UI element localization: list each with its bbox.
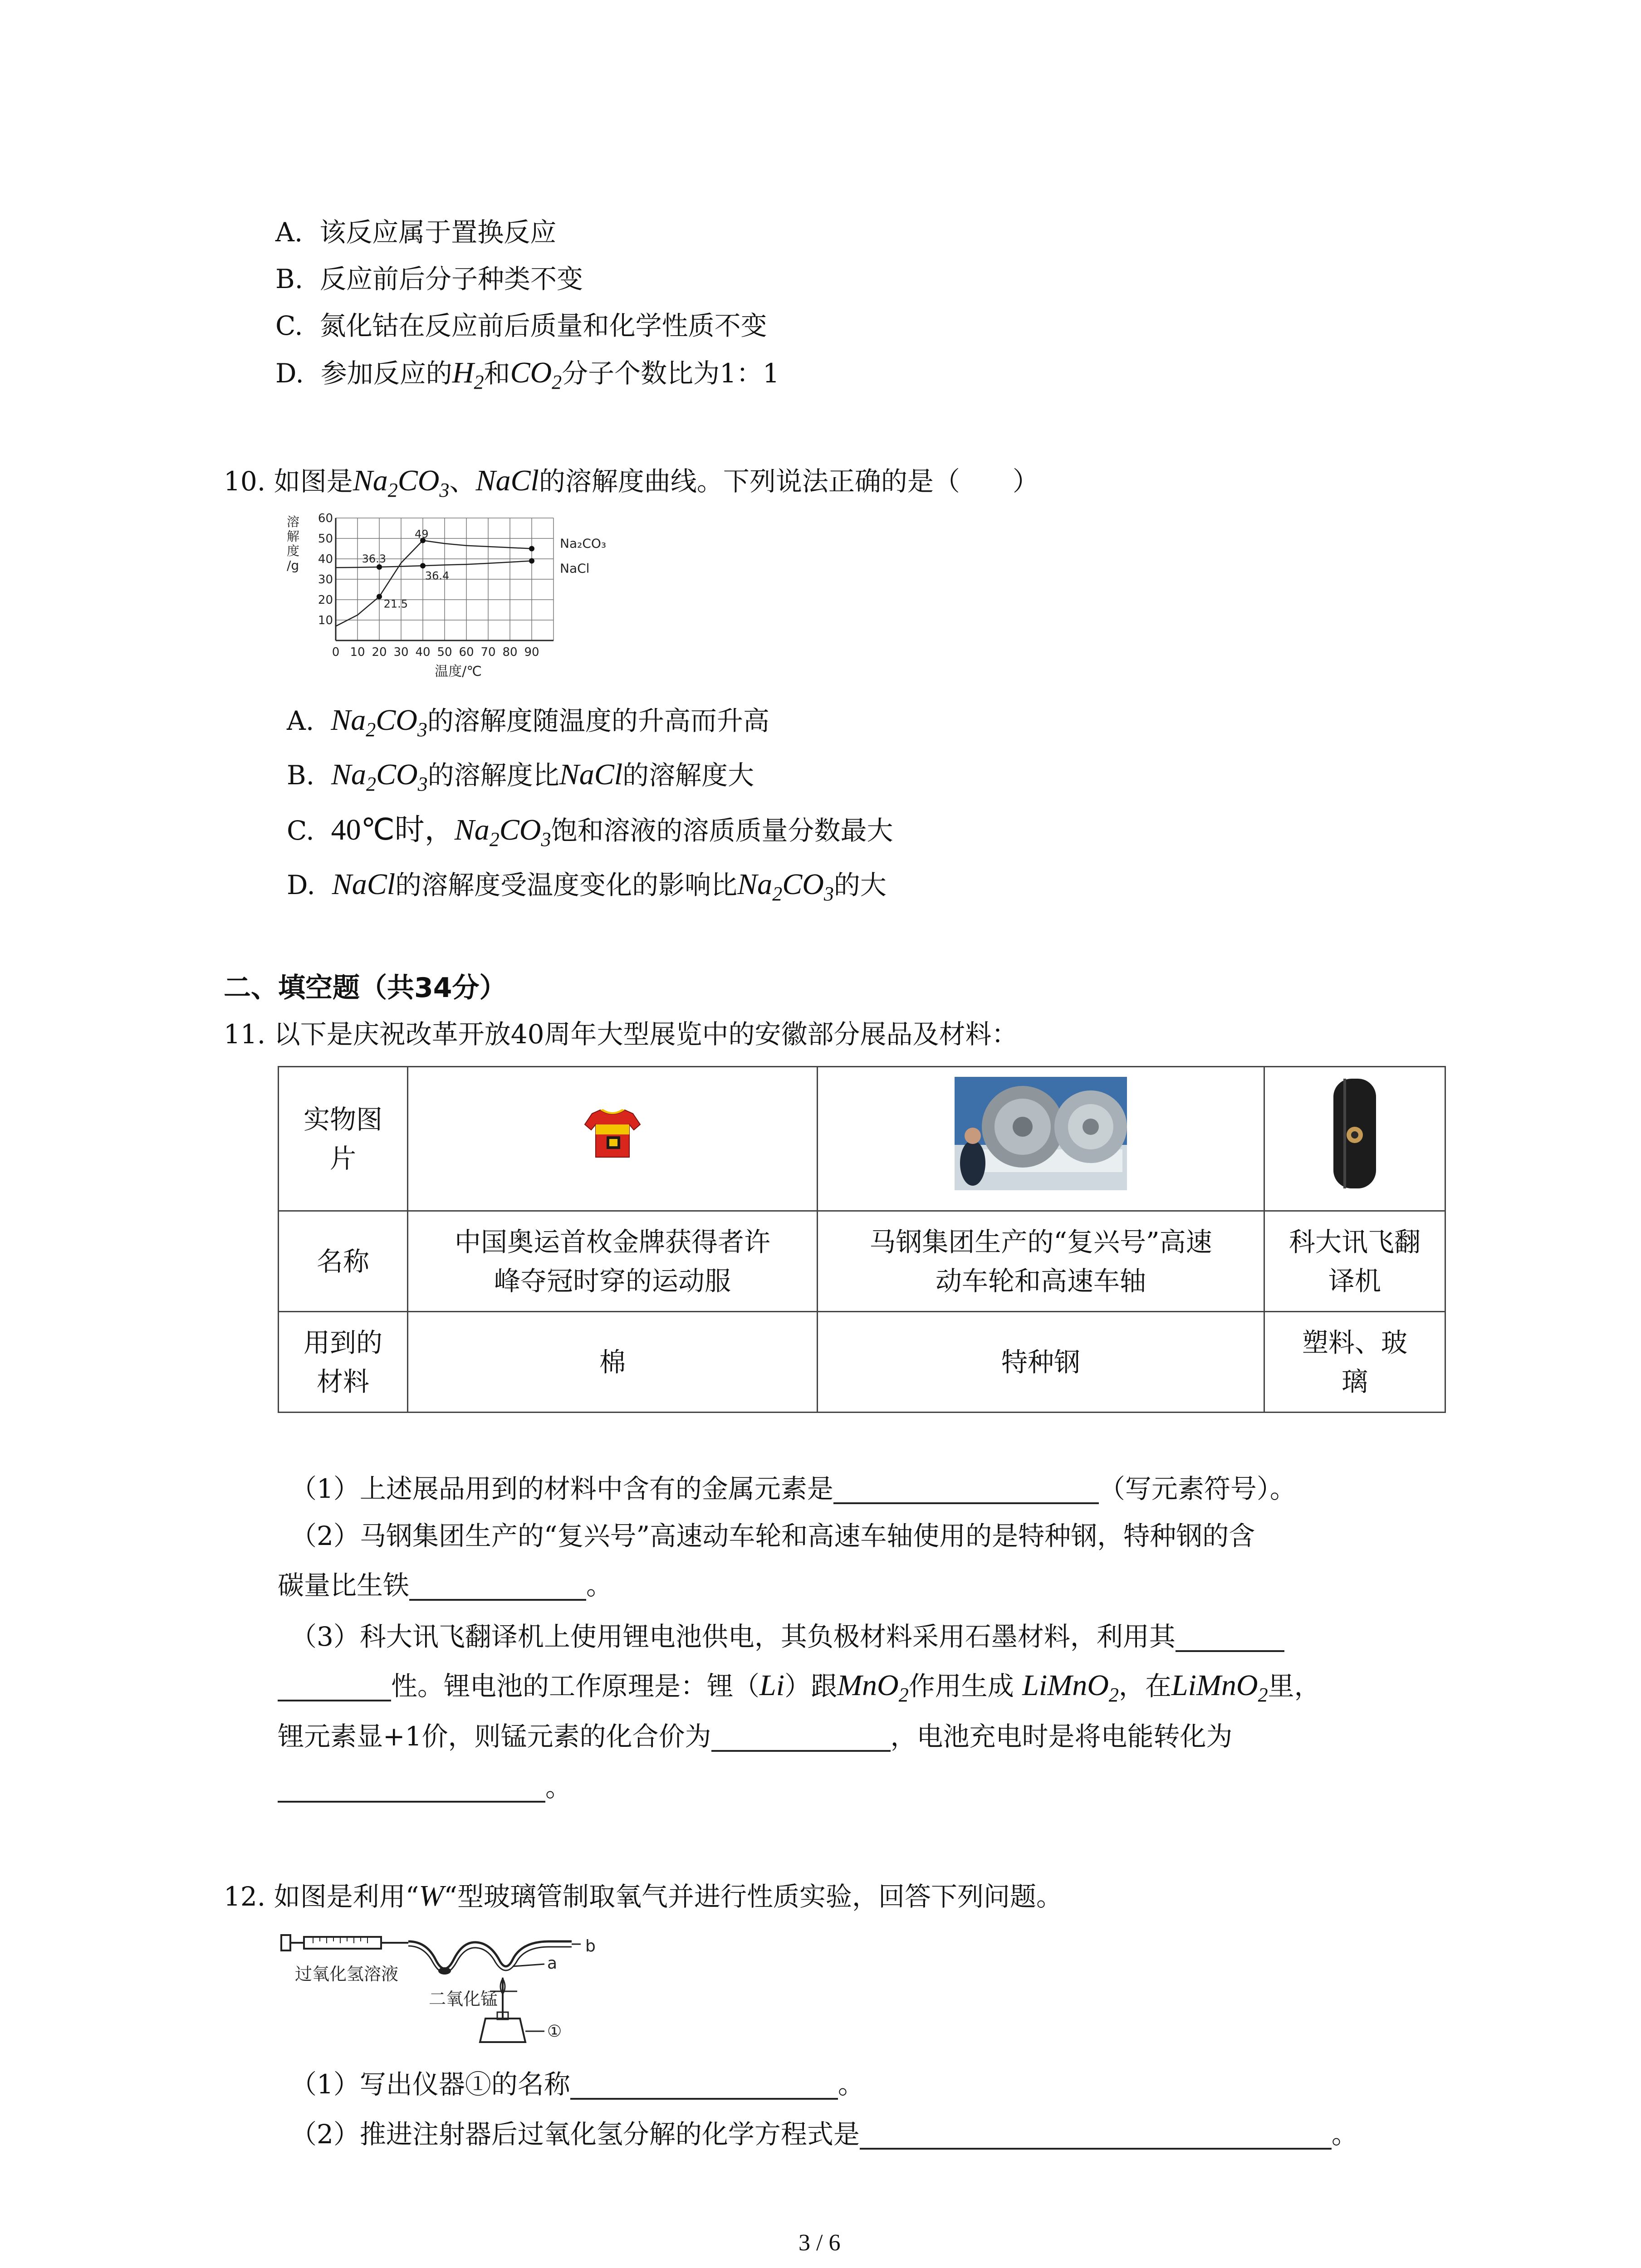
q9-option-c	[275, 308, 767, 344]
question-number: 12.	[224, 1881, 266, 1912]
option-text: 反应前后分子种类不变	[319, 264, 583, 294]
q12-part1: （1）写出仪器①的名称 。	[290, 2069, 864, 2100]
formula-limno2: LiMnO$_2$	[1171, 1669, 1268, 1706]
q10-option-c: C. 40℃时，$Na_2CO_3$饱和溶液的溶质质量分数最大	[287, 813, 893, 850]
w-tube-apparatus-figure	[277, 1923, 622, 2059]
formula-na2co3: $Na_2CO_3$	[353, 464, 450, 501]
stem-text: 以下是庆祝改革开放40周年大型展览中的安徽部分展品及材料：	[274, 1019, 1018, 1050]
row-header: 名称	[279, 1211, 408, 1312]
table-cell: 特种钢	[818, 1312, 1264, 1413]
q11-part3-line4: 。	[278, 1769, 572, 1805]
answer-blank[interactable]	[278, 1672, 391, 1701]
answer-blank[interactable]	[409, 1571, 586, 1601]
option-text-mid: 和	[484, 358, 510, 389]
label-instrument-1: ①	[547, 2022, 562, 2041]
stem-text: 如图是	[274, 466, 353, 497]
data-label: 36.4	[425, 569, 450, 582]
y-tick-label: 50	[318, 532, 333, 546]
option-text: 氮化钴在反应前后质量和化学性质不变	[319, 310, 767, 341]
q9-option-b	[275, 261, 583, 297]
legend-label: Na₂CO₃	[560, 536, 607, 551]
data-label: 36.3	[362, 552, 387, 565]
formula-na2co3: $Na_2CO_3$	[454, 813, 551, 850]
series-end-point	[529, 546, 534, 552]
row-header: 实物图 片	[279, 1067, 408, 1211]
wheel-axle-image	[818, 1067, 1264, 1211]
y-axis-label: 溶	[287, 514, 300, 529]
q9-option-d	[275, 355, 779, 391]
q11-part2-line2: 碳量比生铁 。	[278, 1570, 613, 1601]
x-tick-label: 80	[502, 645, 518, 659]
option-text: 的大	[833, 870, 887, 900]
formula-li: Li	[759, 1669, 785, 1702]
y-tick-label: 20	[318, 593, 333, 607]
formula-nacl: NaCl	[559, 758, 623, 791]
q12-stem: 12. 如图是利用“W“型玻璃管制取氧气并进行性质实验，回答下列问题。	[224, 1879, 1063, 1912]
q11-stem	[224, 1016, 1018, 1052]
option-letter: C.	[275, 310, 303, 341]
q11-part3-line2: 性。锂电池的工作原理是：锂（Li）跟MnO$_2$作用生成 LiMnO$_2$，在LiMnO$_2$里，	[278, 1667, 1321, 1704]
exhibit-table	[278, 1066, 1446, 1413]
table-row	[279, 1067, 1445, 1211]
label-hydrogen-peroxide: 过氧化氢溶液	[295, 1964, 399, 1984]
jersey-icon	[583, 1106, 642, 1161]
formula-na2co3: $Na_2CO_3$	[737, 868, 834, 905]
x-tick-label: 70	[480, 645, 496, 659]
formula-na2co3: $Na_2CO_3$	[331, 704, 427, 741]
option-text: 的溶解度大	[622, 760, 754, 791]
formula-nacl: NaCl	[332, 868, 396, 901]
y-axis-label: 度	[287, 543, 300, 558]
option-letter: D.	[275, 358, 304, 389]
option-letter: B.	[275, 264, 304, 294]
y-axis-label: 解	[287, 529, 300, 544]
q11-part3-line1: （3）科大讯飞翻译机上使用锂电池供电，其负极材料采用石墨材料，利用其	[290, 1618, 1284, 1655]
option-text-pre: 参加反应的	[320, 358, 452, 389]
page-number: 3 / 6	[798, 2230, 841, 2256]
q9-option-a	[275, 214, 556, 250]
answer-blank[interactable]	[833, 1474, 1099, 1504]
q11-part3-line3: 锂元素显+1价，则锰元素的化合价为 ，电池充电时是将电能转化为	[278, 1721, 1233, 1752]
formula-co2: $CO_2$	[510, 356, 562, 393]
answer-blank[interactable]	[1176, 1622, 1284, 1652]
q10-stem: 10. 如图是$Na_2CO_3$、NaCl的溶解度曲线。下列说法正确的是（ ）	[224, 464, 1039, 501]
option-text: 的溶解度随温度的升高而升高	[427, 705, 769, 736]
y-tick-label: 60	[318, 513, 333, 525]
section-title: 二、填空题（共34分）	[224, 972, 507, 1004]
q11-part2-line1: （2）马钢集团生产的“复兴号”高速动车轮和高速车轴使用的是特种钢，特种钢的含	[290, 1520, 1255, 1551]
x-tick-label: 40	[415, 645, 431, 659]
q11-part1: （1）上述展品用到的材料中含有的金属元素是 （写元素符号）。	[290, 1473, 1296, 1504]
table-cell: 马钢集团生产的“复兴号”高速 动车轮和高速车轴	[818, 1211, 1264, 1312]
y-axis-label: /g	[287, 558, 299, 573]
formula-h2: $H_2$	[452, 356, 484, 393]
table-cell: 科大讯飞翻 译机	[1264, 1211, 1445, 1312]
formula-na2co3: $Na_2CO_3$	[331, 758, 428, 795]
x-tick-label: 30	[393, 645, 409, 659]
legend-label: NaCl	[560, 561, 590, 576]
option-letter: A.	[275, 217, 303, 248]
stem-text: 的溶解度曲线。下列说法正确的是（ ）	[539, 466, 1039, 497]
q10-option-a: A. $Na_2CO_3$的溶解度随温度的升高而升高	[287, 704, 769, 741]
label-a: a	[547, 1954, 558, 1973]
q10-option-d: D. NaCl的溶解度受温度变化的影响比$Na_2CO_3$的大	[287, 868, 887, 905]
table-cell: 塑料、玻 璃	[1264, 1312, 1445, 1413]
train-wheel-icon	[955, 1077, 1127, 1190]
option-text: 饱和溶液的溶质质量分数最大	[551, 815, 893, 846]
label-b: b	[585, 1937, 596, 1955]
option-text: 的溶解度受温度变化的影响比	[395, 870, 738, 900]
x-tick-label: 0	[332, 645, 340, 659]
x-tick-label: 50	[437, 645, 452, 659]
row-header: 用到的 材料	[279, 1312, 408, 1413]
jersey-image	[408, 1067, 818, 1211]
solubility-chart	[281, 513, 635, 694]
label-manganese-dioxide: 二氧化锰	[429, 1989, 498, 2009]
x-tick-label: 60	[459, 645, 474, 659]
data-label: 21.5	[383, 597, 408, 611]
data-point	[377, 594, 382, 599]
option-text: 该反应属于置换反应	[319, 217, 557, 248]
x-axis-label: 温度/℃	[435, 664, 482, 679]
x-tick-label: 90	[524, 645, 539, 659]
formula-limno2: LiMnO$_2$	[1022, 1669, 1119, 1706]
x-tick-label: 20	[372, 645, 387, 659]
translator-image	[1264, 1067, 1445, 1211]
answer-blank[interactable]	[278, 1773, 545, 1803]
table-cell: 棉	[408, 1312, 818, 1413]
table-row	[279, 1211, 1445, 1312]
q10-option-b: B. $Na_2CO_3$的溶解度比NaCl的溶解度大	[287, 758, 754, 795]
formula-mno2: MnO$_2$	[837, 1669, 909, 1706]
option-text-post: 分子个数比为1：1	[562, 358, 779, 389]
x-tick-label: 10	[350, 645, 365, 659]
answer-blank[interactable]	[711, 1722, 891, 1752]
question-number: 11.	[224, 1019, 266, 1050]
y-tick-label: 40	[318, 552, 333, 566]
formula-w: W	[419, 1879, 444, 1912]
data-label: 49	[415, 528, 429, 541]
option-text: 的溶解度比	[427, 760, 559, 791]
y-tick-label: 10	[318, 614, 333, 627]
formula-nacl: NaCl	[475, 464, 539, 497]
table-cell: 中国奥运首枚金牌获得者许 峰夺冠时穿的运动服	[408, 1211, 818, 1312]
y-tick-label: 30	[318, 573, 333, 587]
question-number: 10.	[224, 466, 266, 497]
series-end-point	[529, 558, 534, 564]
option-text: 40℃时，	[331, 813, 455, 846]
data-point	[420, 563, 426, 568]
translator-device-icon	[1330, 1077, 1380, 1190]
table-row	[279, 1312, 1445, 1413]
answer-blank[interactable]	[860, 2120, 1332, 2150]
q12-part2: （2）推进注射器后过氧化氢分解的化学方程式是 。	[290, 2119, 1358, 2150]
answer-blank[interactable]	[570, 2070, 838, 2100]
